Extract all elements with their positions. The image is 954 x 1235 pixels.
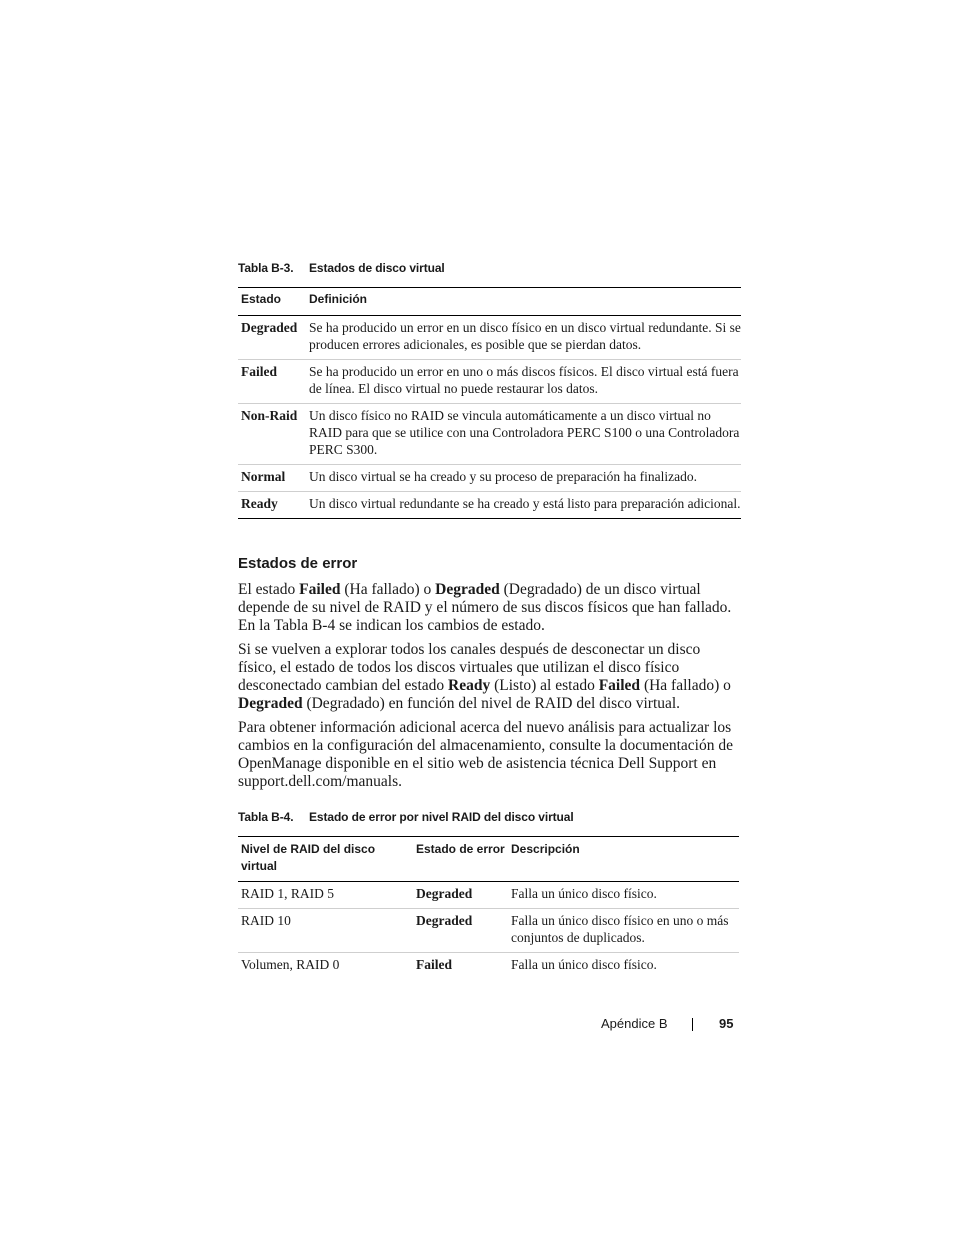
table-row [238, 909, 739, 953]
table-row [238, 492, 741, 519]
table-row [238, 953, 739, 980]
raid-level-cell: Volumen, RAID 0 [241, 957, 340, 972]
state-cell: Degraded [238, 316, 306, 360]
error-state-cell: Failed [416, 957, 452, 972]
description-cell: Falla un único disco físico. [508, 882, 739, 909]
table-b3-caption [238, 261, 445, 275]
page-number: 95 [719, 1016, 734, 1031]
definition-cell: Un disco virtual redundante se ha creado y está listo para preparación adicional. [309, 496, 741, 511]
footer-section-label: Apéndice B [601, 1016, 668, 1031]
text-run: (Listo) al estado [490, 677, 599, 694]
definition-cell: Un disco virtual se ha creado y su proceso de preparación ha finalizado. [306, 465, 741, 492]
state-cell: Failed [238, 360, 306, 404]
table-b3-number: Tabla B-3. [238, 261, 294, 275]
table-row [238, 465, 741, 492]
bold-term: Degraded [435, 581, 500, 598]
footer-divider [692, 1018, 693, 1031]
description-cell: Falla un único disco físico. [511, 957, 657, 972]
paragraph-3 [238, 719, 738, 791]
description-cell: Falla un único disco físico en uno o más conjuntos de duplicados. [508, 909, 739, 953]
text-run: (Degradado) en función del nivel de RAID del disco virtual. [302, 695, 681, 712]
column-header-error-state: Estado de error [413, 837, 508, 882]
paragraph-1 [238, 581, 738, 635]
column-header-description: Descripción [508, 837, 739, 882]
raid-level-cell: RAID 10 [238, 909, 413, 953]
column-header-raid-level [238, 837, 413, 882]
text-run: Si se vuelven a explorar todos los canales después de desconectar un disco físico, el estado de todos los discos virtuales que utilizan el disco físico desconectado cambian del estado [238, 641, 701, 694]
text-run: (Degradado) de un disco virtual depende de su nivel de RAID y el número de sus discos físicos que han fallado. En la Tabla B-4 se indican los cambios de estado. [238, 581, 732, 634]
table-b4 [238, 836, 739, 979]
state-cell: Ready [241, 496, 278, 511]
paragraph-2 [238, 641, 738, 713]
bold-term: Failed [299, 581, 341, 598]
table-b4-title: Estado de error por nivel RAID del disco virtual [309, 810, 574, 824]
table-b3-title: Estados de disco virtual [309, 261, 445, 275]
definition-cell: Un disco físico no RAID se vincula automáticamente a un disco virtual no RAID para que se utilice con una Controladora PERC S100 o una Controladora PERC S300. [306, 404, 741, 465]
table-header-row [238, 837, 739, 882]
header-text: Nivel de RAID del disco virtual [241, 842, 376, 873]
table-b3 [238, 287, 741, 519]
table-row [238, 360, 741, 404]
column-header-estado: Estado [238, 288, 306, 316]
table-b4-number: Tabla B-4. [238, 810, 294, 824]
text-run: (Ha fallado) o [640, 677, 731, 694]
bold-term: Ready [448, 677, 491, 694]
text-run: El estado [238, 581, 300, 598]
bold-term: Failed [598, 677, 641, 694]
raid-level-cell: RAID 1, RAID 5 [238, 882, 413, 909]
table-header-row [238, 288, 741, 316]
text-run: Para obtener información adicional acerca del nuevo análisis para actualizar los cambios en la configuración del almacenamiento, consulte la documentación de OpenManage disponible en el sitio web de asistencia técnica Dell Support en support.dell.com/manuals. [238, 719, 733, 790]
table-row [238, 882, 739, 909]
definition-cell: Se ha producido un error en un disco físico en un disco virtual redundante. Si se producen errores adicionales, es posible que se pierdan datos. [306, 316, 741, 360]
text-run: (Ha fallado) o [340, 581, 436, 598]
definition-cell: Se ha producido un error en uno o más discos físicos. El disco virtual está fuera de línea. El disco virtual no puede restaurar los datos. [306, 360, 741, 404]
table-row [238, 404, 741, 465]
table-b4-caption [238, 810, 574, 824]
error-state-cell: Degraded [413, 909, 508, 953]
error-state-cell: Degraded [413, 882, 508, 909]
state-cell: Non-Raid [238, 404, 306, 465]
column-header-definicion: Definición [306, 288, 741, 316]
state-cell: Normal [238, 465, 306, 492]
table-row [238, 316, 741, 360]
section-heading: Estados de error [238, 555, 358, 572]
bold-term: Degraded [238, 695, 303, 712]
